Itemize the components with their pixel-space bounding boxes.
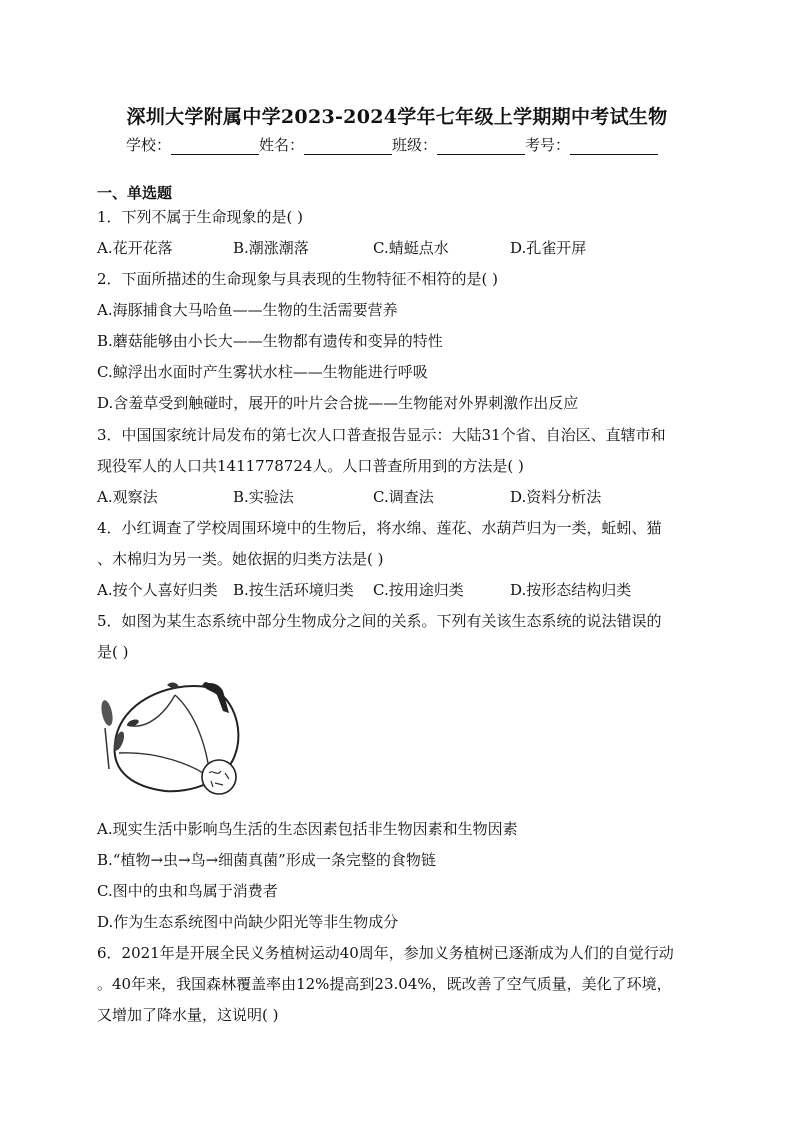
q3-stem-line2: 现役军人的人口共1411778724人。人口普查所用到的方法是( )	[97, 457, 524, 475]
ecosystem-figure	[97, 673, 247, 803]
q5-stem-line2: 是( )	[97, 643, 129, 661]
q5-option-a: A.现实生活中影响鸟生活的生态因素包括非生物因素和生物因素	[97, 820, 518, 838]
q6-stem-line2: 。40年来，我国森林覆盖率由12%提高到23.04%，既改善了空气质量，美化了环境，	[97, 975, 672, 993]
number-blank[interactable]	[570, 138, 658, 155]
school-blank[interactable]	[171, 138, 259, 155]
q4-option-d: D.按形态结构归类	[510, 581, 632, 599]
school-label: 学校：	[126, 136, 172, 154]
q1-stem: 1．下列不属于生命现象的是( )	[97, 208, 304, 226]
name-blank[interactable]	[304, 138, 392, 155]
q5-option-d: D.作为生态系统图中尚缺少阳光等非生物成分	[97, 913, 399, 931]
class-label: 班级：	[392, 136, 438, 154]
q5-option-b: B.“植物→虫→鸟→细菌真菌”形成一条完整的食物链	[97, 851, 436, 869]
plant-leaf-icon	[99, 699, 114, 727]
q2-option-d: D.含羞草受到触碰时，展开的叶片会合拢——生物能对外界刺激作出反应	[97, 394, 579, 412]
q6-stem-line3: 又增加了降水量，这说明( )	[97, 1006, 279, 1024]
q1-option-a: A.花开花落	[97, 239, 173, 257]
q3-option-a: A.观察法	[97, 488, 158, 506]
q1-option-d: D.孔雀开屏	[510, 239, 587, 257]
q2-option-b: B.蘑菇能够由小长大——生物都有遗传和变异的特性	[97, 332, 443, 350]
q4-option-b: B.按生活环境归类	[233, 581, 354, 599]
bird-head	[203, 682, 209, 688]
q3-option-c: C.调查法	[373, 488, 434, 506]
q4-option-a: A.按个人喜好归类	[97, 581, 218, 599]
q4-stem-line1: 4．小红调查了学校周围环境中的生物后，将水绵、莲花、水葫芦归为一类，蚯蚓、猫	[97, 519, 662, 537]
q5-option-c: C.图中的虫和鸟属于消费者	[97, 882, 278, 900]
q2-option-c: C.鲸浮出水面时产生雾状水柱——生物能进行呼吸	[97, 363, 428, 381]
name-label: 姓名：	[259, 136, 305, 154]
q4-stem-line2: 、木棉归为另一类。她依据的归类方法是( )	[97, 550, 384, 568]
q3-option-d: D.资料分析法	[510, 488, 602, 506]
q3-option-b: B.实验法	[233, 488, 294, 506]
arc-line	[119, 753, 209, 777]
q2-option-a: A.海豚捕食大马哈鱼——生物的生活需要营养	[97, 301, 398, 319]
q6-stem-line1: 6．2021年是开展全民义务植树运动40周年，参加义务植树已逐渐成为人们的自觉行动	[97, 944, 674, 962]
number-label: 考号：	[525, 136, 571, 154]
exam-title: 深圳大学附属中学2023-2024学年七年级上学期期中考试生物	[126, 106, 668, 128]
q4-option-c: C.按用途归类	[373, 581, 464, 599]
plant-stem	[105, 728, 109, 769]
q1-option-c: C.蜻蜓点水	[373, 239, 449, 257]
section-heading: 一、单选题	[97, 184, 173, 202]
q3-stem-line1: 3．中国国家统计局发布的第七次人口普查报告显示：大陆31个省、自治区、直辖市和	[97, 426, 666, 444]
microbe-circle-icon	[202, 760, 236, 794]
arc-line	[175, 695, 209, 769]
class-blank[interactable]	[437, 138, 525, 155]
q2-stem: 2．下面所描述的生命现象与具表现的生物特征不相符的是( )	[97, 270, 499, 288]
student-info-line	[126, 134, 686, 155]
q5-stem-line1: 5．如图为某生态系统中部分生物成分之间的关系。下列有关该生态系统的说法错误的	[97, 612, 662, 630]
q1-option-b: B.潮涨潮落	[233, 239, 309, 257]
